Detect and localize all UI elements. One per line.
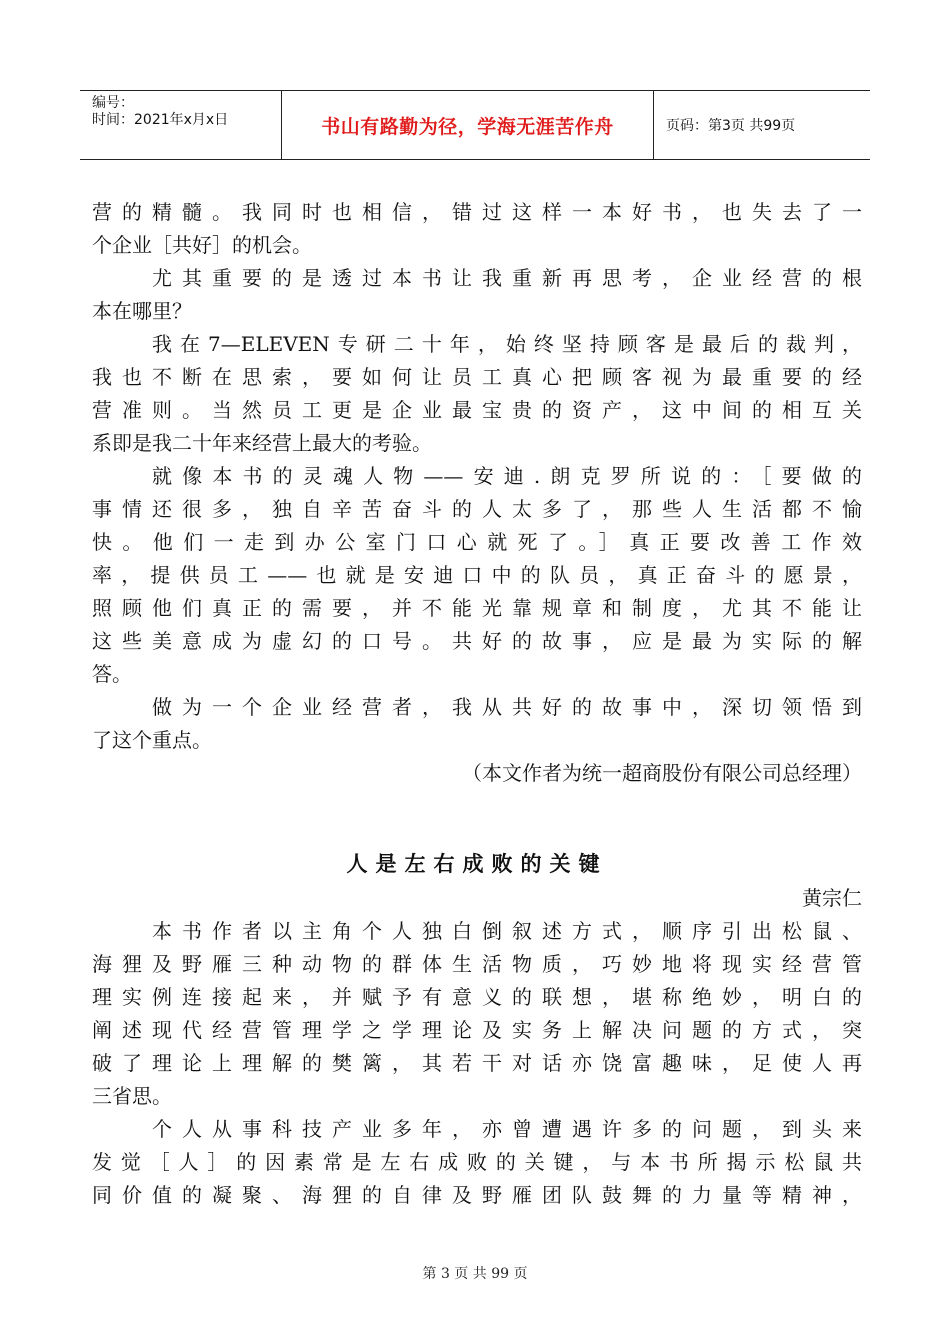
text-line: 了这个重点。	[92, 728, 212, 752]
text-line: 尤其重要的是透过本书让我重新再思考，企业经营的根	[152, 266, 862, 290]
page-footer: 第 3 页 共 99 页	[422, 1266, 528, 1282]
text-line: 本书作者以主角个人独白倒叙述方式，顺序引出松鼠、	[152, 919, 862, 943]
author-note: （本文作者为统一超商股份有限公司总经理）	[462, 761, 862, 785]
text-line: 破了理论上理解的樊篱，其若干对话亦饶富趣味，足使人再	[92, 1051, 862, 1075]
text-line: 营准则。当然员工更是企业最宝贵的资产，这中间的相互关	[92, 398, 862, 422]
text-line: 快。他们一走到办公室门口心就死了。］真正要改善工作效	[92, 530, 862, 554]
header-page-cell	[654, 91, 870, 159]
text-line: 这些美意成为虚幻的口号。共好的故事，应是最为实际的解	[92, 629, 862, 653]
text-line: 个人从事科技产业多年，亦曾遭遇许多的问题，到头来	[152, 1117, 862, 1141]
motto: 书山有路勤为径，学海无涯苦作舟	[321, 115, 614, 138]
page-header	[80, 90, 870, 160]
text-line: 事情还很多，独自辛苦奋斗的人太多了，那些人生活都不愉	[92, 497, 862, 521]
text-line: 阐述现代经营管理学之学理论及实务上解决问题的方式，突	[92, 1018, 862, 1042]
text-line: 理实例连接起来，并赋予有意义的联想，堪称绝妙，明白的	[92, 985, 862, 1009]
text-line: 就像本书的灵魂人物——安迪.朗克罗所说的：［要做的	[152, 464, 862, 488]
text-line: 营的精髓。我同时也相信，错过这样一本好书，也失去了一	[92, 200, 862, 224]
text-line: 三省思。	[92, 1084, 172, 1108]
time-label: 时间：2021年x月x日	[92, 112, 229, 128]
text-line: 本在哪里？	[92, 299, 192, 323]
text-line: 发觉［人］的因素常是左右成败的关键，与本书所揭示松鼠共	[92, 1150, 862, 1174]
text-line: 同价值的凝聚、海狸的自律及野雁团队鼓舞的力量等精神，	[92, 1183, 862, 1207]
header-motto-cell	[282, 91, 654, 159]
header-info-cell	[80, 91, 282, 159]
text-line: 系即是我二十年来经营上最大的考验。	[92, 431, 432, 455]
text-line: 个企业［共好］的机会。	[92, 233, 312, 257]
text-line: 我也不断在思索，要如何让员工真心把顾客视为最重要的经	[92, 365, 862, 389]
text-line: 答。	[92, 662, 132, 686]
page-info: 页码：第3页 共99页	[666, 118, 796, 134]
text-line: 照顾他们真正的需要，并不能光靠规章和制度，尤其不能让	[92, 596, 862, 620]
section-title: 人是左右成败的关键	[346, 851, 608, 876]
code-label: 编号：	[92, 95, 134, 111]
text-line: 我在7—ELEVEN专研二十年，始终坚持顾客是最后的裁判，	[152, 332, 862, 356]
text-line: 海狸及野雁三种动物的群体生活物质，巧妙地将现实经营管	[92, 952, 862, 976]
document-body	[92, 196, 862, 1212]
text-line: 做为一个企业经营者，我从共好的故事中，深切领悟到	[152, 695, 862, 719]
section-author: 黄宗仁	[802, 886, 862, 910]
text-line: 率，提供员工——也就是安迪口中的队员，真正奋斗的愿景，	[92, 563, 862, 587]
